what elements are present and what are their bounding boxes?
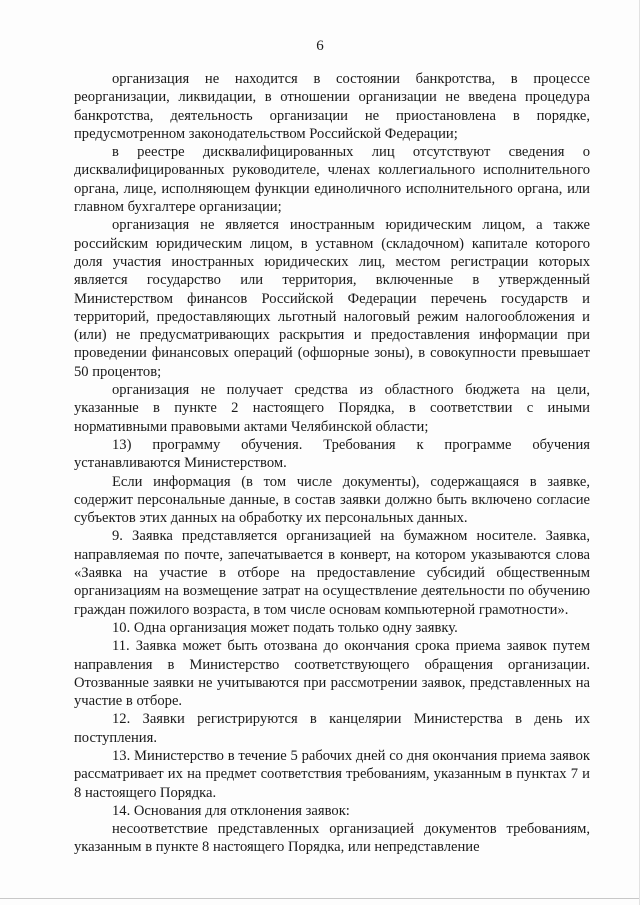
paragraph: организация не является иностранным юридическим лицом, а также российским юридическим лицом, в уставном (складочном) капитале которого доля участия иностранных юридических лиц, местом регистрации которых является государство или территория, включенные в утвержденный Министерством финансов Российской Федерации перечень государств и территорий, предоставляющих льготный налоговый режим налогообложения и (или) не предусматривающих раскрытия и предоставления информации при проведении финансовых операций (офшорные зоны), в совокупности превышает 50 процентов; — [74, 217, 590, 380]
paragraph: 9. Заявка представляется организацией на бумажном носителе. Заявка, направляемая по почте, запечатывается в конверт, на котором указываются слова «Заявка на участие в отборе на предоставление субсидий общественным организациям на возмещение затрат на осуществление деятельности по обучению граждан пожилого возраста, в том числе основам компьютерной грамотности». — [74, 528, 590, 618]
paragraph: 13. Министерство в течение 5 рабочих дней со дня окончания приема заявок рассматривает их на предмет соответствия требованиям, указанным в пунктах 7 и 8 настоящего Порядка. — [74, 747, 590, 801]
paragraph: 12. Заявки регистрируются в канцелярии Министерства в день их поступления. — [74, 711, 590, 746]
paragraph: несоответствие представленных организацией документов требованиям, указанным в пункте 8 настоящего Порядка, или непредставление — [74, 821, 590, 856]
paragraph: организация не получает средства из областного бюджета на цели, указанные в пункте 2 настоящего Порядка, в соответствии с иными нормативными правовыми актами Челябинской области; — [74, 382, 590, 435]
page-number: 6 — [316, 38, 324, 54]
paragraph: в реестре дисквалифицированных лиц отсутствуют сведения о дисквалифицированных руководителе, членах коллегиального исполнительного органа, лице, исполняющем функции единоличного исполнительного органа, или главном бухгалтере организации; — [74, 144, 590, 216]
paragraph: 13) программу обучения. Требования к программе обучения устанавливаются Министерством. — [74, 436, 590, 472]
paragraph: 11. Заявка может быть отозвана до окончания срока приема заявок путем направления в Министерство соответствующего обращения организации. Отозванные заявки не учитываются при рассмотрении заявок, представленных на участие в отборе. — [74, 638, 590, 710]
paragraph: организация не находится в состоянии банкротства, в процессе реорганизации, ликвидации, в отношении организации не введена процедура банкротства, деятельность организации не приостановлена в порядке, предусмотренном законодательством Российской Федерации; — [74, 71, 590, 142]
document-body — [74, 70, 590, 857]
paragraph: Если информация (в том числе документы), содержащаяся в заявке, содержит персональные данные, в состав заявки должно быть включено согласие субъектов этих данных на обработку их персональных данных. — [74, 473, 590, 527]
paragraph: 14. Основания для отклонения заявок: — [112, 802, 350, 819]
scan-edge-line — [0, 898, 640, 899]
paragraph: 10. Одна организация может подать только одну заявку. — [112, 619, 458, 636]
